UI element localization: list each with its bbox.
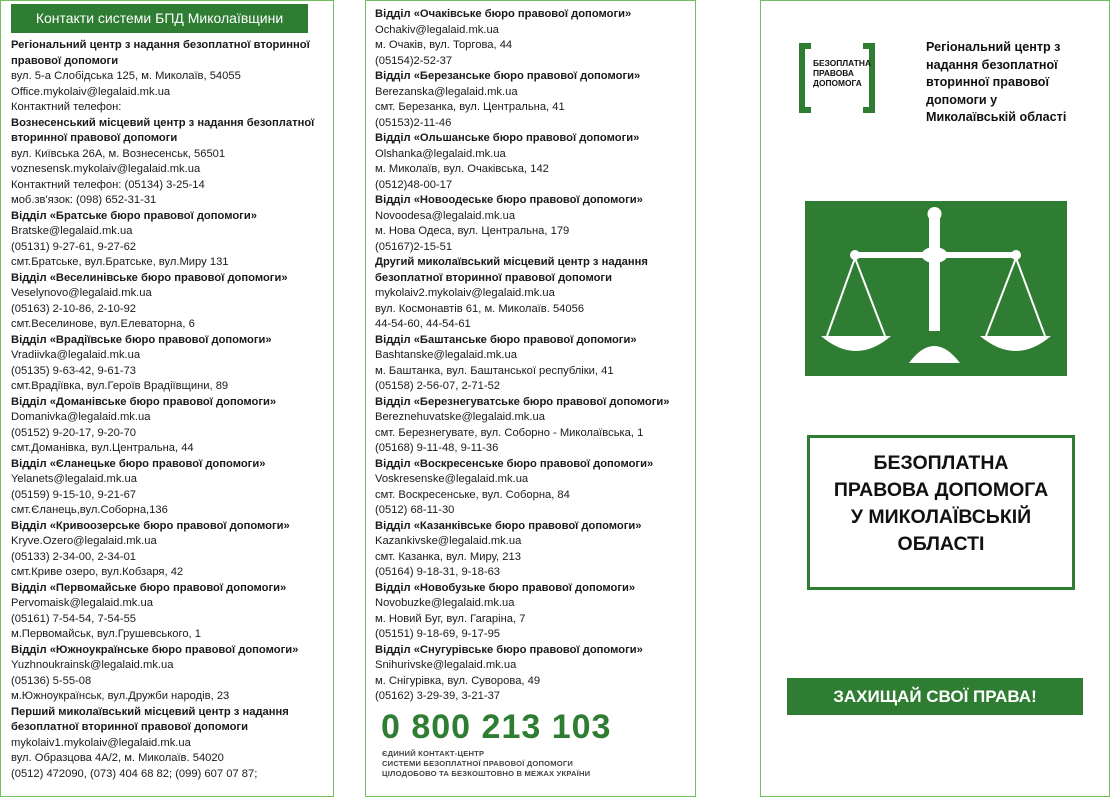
contact-entry-line: (05163) 2-10-86, 2-10-92 bbox=[11, 302, 137, 315]
contact-entry-line: смт. Казанка, вул. Миру, 213 bbox=[375, 550, 521, 563]
contact-entry-line: (05158) 2-56-07, 2-71-52 bbox=[375, 380, 501, 392]
org-name-line: вторинної правової bbox=[926, 75, 1050, 89]
contact-entry-title: Відділ «Очаківське бюро правової допомоги» bbox=[375, 8, 632, 20]
contacts-panel-middle bbox=[365, 0, 696, 797]
title-line: ПРАВОВА ДОПОМОГА bbox=[833, 479, 1049, 501]
contact-entry bbox=[11, 519, 326, 581]
contact-entry-line: (0512) 472090, (073) 404 68 82; (099) 607 07 87; bbox=[11, 767, 258, 780]
contact-entry-title: Відділ «Первомайське бюро правової допомоги» bbox=[11, 581, 287, 594]
contact-entry-line: (05167)2-15-51 bbox=[375, 240, 453, 253]
contact-entry-line: Olshanka@legalaid.mk.ua bbox=[375, 147, 506, 160]
contact-entry bbox=[11, 395, 326, 457]
contact-entry-line: Kazankivske@legalaid.mk.ua bbox=[375, 535, 522, 547]
contact-entry-line: м.Южноукраїнськ, вул.Дружби народів, 23 bbox=[11, 690, 230, 702]
contact-entry-title: Відділ «Братське бюро правової допомоги» bbox=[11, 209, 257, 222]
contact-entry-line: м. Миколаїв, вул. Очаківська, 142 bbox=[375, 163, 549, 175]
contact-entry-line: mykolaiv2.mykolaiv@legalaid.mk.ua bbox=[375, 287, 555, 299]
contact-entry-title: Відділ «Новобузьке бюро правової допомоги» bbox=[375, 581, 636, 594]
contact-entry-line: (05131) 9-27-61, 9-27-62 bbox=[11, 240, 137, 253]
contact-entry-line: Novobuzke@legalaid.mk.ua bbox=[375, 597, 515, 609]
contact-entry bbox=[375, 193, 675, 255]
contact-entry-line: м. Нова Одеса, вул. Центральна, 179 bbox=[375, 225, 570, 237]
contact-entry bbox=[11, 457, 326, 519]
contact-entry-title: Вознесенський місцевий центр з надання безоплатної bbox=[11, 116, 315, 129]
contact-entry-title: безоплатної вторинної правової допомоги bbox=[11, 721, 248, 733]
contact-entry-line: вул. Космонавтів 61, м. Миколаїв. 54056 bbox=[375, 302, 585, 315]
contact-entry bbox=[11, 271, 326, 333]
contact-entry-line: (05136) 5-55-08 bbox=[11, 674, 92, 687]
contact-entry-line: Berezanska@legalaid.mk.ua bbox=[375, 85, 518, 98]
contact-entry bbox=[11, 581, 326, 643]
contact-entry-line: Office.mykolaiv@legalaid.mk.ua bbox=[11, 85, 171, 98]
contacts-panel-left bbox=[0, 0, 334, 797]
organization-name bbox=[926, 39, 1096, 127]
contact-entry-line: Контактний телефон: (05134) 3-25-14 bbox=[11, 178, 205, 191]
contact-entry-title: Другий миколаївський місцевий центр з надання bbox=[375, 256, 648, 268]
contact-entry-line: (05159) 9-15-10, 9-21-67 bbox=[11, 488, 137, 501]
title-line: У МИКОЛАЇВСЬКІЙ bbox=[850, 506, 1032, 528]
contact-entry-line: м. Снігурівка, вул. Суворова, 49 bbox=[375, 674, 541, 687]
logo-text bbox=[813, 58, 871, 88]
contact-entry-line: м. Новий Буг, вул. Гагаріна, 7 bbox=[375, 612, 526, 625]
logo-bracket-left bbox=[799, 43, 811, 113]
contact-entry-line: Контактний телефон: bbox=[11, 101, 122, 113]
contact-entry-title: Перший миколаївський місцевий центр з надання bbox=[11, 705, 289, 718]
hotline-sub-line: ЦІЛОДОБОВО ТА БЕЗКОШТОВНО В МЕЖАХ УКРАЇНИ bbox=[382, 769, 591, 778]
contact-entry-line: смт.Веселинове, вул.Елеваторна, 6 bbox=[11, 318, 195, 330]
contact-entry bbox=[11, 116, 326, 209]
contact-entry-title: Відділ «Ольшанське бюро правової допомоги» bbox=[375, 132, 640, 144]
contact-entry-title: Відділ «Кривоозерське бюро правової допомоги» bbox=[11, 519, 290, 532]
contact-entry-line: (05164) 9-18-31, 9-18-63 bbox=[375, 566, 501, 578]
brochure-title bbox=[807, 435, 1075, 590]
contact-entry-title: Відділ «Березанське бюро правової допомоги» bbox=[375, 70, 641, 82]
contact-entry bbox=[375, 395, 675, 457]
contact-entry bbox=[11, 209, 326, 271]
org-name-line: Регіональний центр з bbox=[926, 40, 1061, 54]
contact-entry-line: 44-54-60, 44-54-61 bbox=[375, 318, 471, 330]
contact-entry-line: (05162) 3-29-39, 3-21-37 bbox=[375, 690, 501, 702]
slogan-banner: ЗАХИЩАЙ СВОЇ ПРАВА! bbox=[787, 678, 1083, 715]
contact-entry bbox=[11, 333, 326, 395]
contact-entry-line: вул. 5-а Слобідська 125, м. Миколаїв, 54055 bbox=[11, 70, 241, 82]
contact-entry-line: вул. Київська 26А, м. Вознесенськ, 56501 bbox=[11, 147, 226, 160]
contact-entry-line: Snihurivske@legalaid.mk.ua bbox=[375, 659, 517, 671]
org-name-line: Миколаївській області bbox=[926, 110, 1067, 124]
contact-entry-line: (05168) 9-11-48, 9-11-36 bbox=[375, 442, 499, 454]
contact-entry-title: Відділ «Врадіївське бюро правової допомоги» bbox=[11, 333, 272, 346]
contact-entry-line: м.Первомайськ, вул.Грушевського, 1 bbox=[11, 628, 201, 640]
contact-entry-line: Voskresenske@legalaid.mk.ua bbox=[375, 473, 529, 485]
contact-entry-line: Domanivka@legalaid.mk.ua bbox=[11, 411, 151, 423]
contact-entry-title: Відділ «Доманівське бюро правової допомоги» bbox=[11, 395, 277, 408]
contact-entry-line: (0512)48-00-17 bbox=[375, 178, 453, 191]
contact-entry-line: (05133) 2-34-00, 2-34-01 bbox=[11, 550, 137, 563]
logo-text-line: ДОПОМОГА bbox=[813, 78, 862, 88]
contact-entry-line: Pervomaisk@legalaid.mk.ua bbox=[11, 597, 153, 609]
hotline-sub-line: СИСТЕМИ БЕЗОПЛАТНОЇ ПРАВОВОЇ ДОПОМОГИ bbox=[382, 759, 574, 768]
contact-entry-line: (05154)2-52-37 bbox=[375, 54, 453, 67]
contact-entry-line: вул. Образцова 4А/2, м. Миколаїв. 54020 bbox=[11, 752, 224, 764]
contact-entry-line: моб.зв'язок: (098) 652-31-31 bbox=[11, 194, 157, 206]
contact-entry-line: mykolaiv1.mykolaiv@legalaid.mk.ua bbox=[11, 736, 191, 749]
title-line: БЕЗОПЛАТНА bbox=[873, 452, 1009, 474]
cover-panel bbox=[760, 0, 1110, 797]
contact-entry-line: смт.Врадіївка, вул.Героїв Врадіївщини, 89 bbox=[11, 380, 229, 392]
logo-bracket-right bbox=[863, 43, 875, 113]
title-line: ОБЛАСТІ bbox=[897, 533, 985, 555]
contact-entry-line: Kryve.Ozero@legalaid.mk.ua bbox=[11, 535, 157, 547]
contact-entry bbox=[11, 705, 326, 783]
contact-entry bbox=[375, 255, 675, 333]
contact-entry-line: Veselynovo@legalaid.mk.ua bbox=[11, 287, 152, 299]
contact-entry-title: Відділ «Веселинівське бюро правової допомоги» bbox=[11, 271, 288, 284]
contact-entry bbox=[375, 457, 675, 519]
contact-entry-line: смт.Криве озеро, вул.Кобзаря, 42 bbox=[11, 566, 184, 578]
contact-entry-line: м. Очаків, вул. Торгова, 44 bbox=[375, 39, 513, 51]
contact-entry-title: Відділ «Снугурівське бюро правової допомоги» bbox=[375, 643, 643, 656]
contact-entry-line: (05135) 9-63-42, 9-61-73 bbox=[11, 364, 137, 377]
contact-entry-title: правової допомоги bbox=[11, 54, 119, 67]
contact-entry-line: смт.Доманівка, вул.Центральна, 44 bbox=[11, 442, 194, 454]
hotline-description bbox=[382, 749, 590, 779]
contact-entry bbox=[375, 643, 675, 705]
contact-entry-title: Регіональний центр з надання безоплатної вторинної bbox=[11, 39, 310, 51]
contact-entry bbox=[375, 581, 675, 643]
contact-entry-title: Відділ «Казанківське бюро правової допомоги» bbox=[375, 519, 642, 532]
contact-entry-line: смт.Братське, вул.Братське, вул.Миру 131 bbox=[11, 256, 229, 268]
contact-entry-title: Відділ «Березнегуватське бюро правової допомоги» bbox=[375, 395, 670, 408]
contact-entry-line: Novoodesa@legalaid.mk.ua bbox=[375, 209, 516, 222]
contact-entry-line: voznesensk.mykolaiv@legalaid.mk.ua bbox=[11, 163, 201, 175]
scales-of-justice-icon bbox=[805, 201, 1067, 376]
contact-entry bbox=[375, 519, 675, 581]
legal-aid-logo bbox=[799, 43, 875, 113]
org-name-line: допомоги у bbox=[926, 92, 998, 107]
contact-entry-line: Ochakiv@legalaid.mk.ua bbox=[375, 23, 499, 36]
contact-entry-line: Bashtanske@legalaid.mk.ua bbox=[375, 349, 517, 361]
contact-entry bbox=[11, 643, 326, 705]
contact-entry-line: Bereznehuvatske@legalaid.mk.ua bbox=[375, 411, 545, 423]
contact-entry-title: Відділ «Баштанське бюро правової допомоги» bbox=[375, 333, 637, 346]
contact-entry bbox=[375, 131, 675, 193]
contact-entry-title: Відділ «Новоодеське бюро правової допомоги» bbox=[375, 194, 643, 206]
contact-entry-line: (05152) 9-20-17, 9-20-70 bbox=[11, 426, 137, 439]
logo-text-line: ПРАВОВА bbox=[813, 68, 854, 78]
contact-entry-line: смт. Березанка, вул. Центральна, 41 bbox=[375, 101, 565, 113]
contact-entry-line: (0512) 68-11-30 bbox=[375, 504, 455, 516]
contact-entry-line: (05151) 9-18-69, 9-17-95 bbox=[375, 628, 501, 640]
contact-entry-line: смт. Березнегувате, вул. Соборно - Миколаївська, 1 bbox=[375, 426, 644, 439]
logo-text-line: БЕЗОПЛАТНА bbox=[813, 58, 871, 68]
contacts-list-left bbox=[11, 38, 326, 782]
contacts-list-middle bbox=[375, 7, 675, 705]
contact-entry-title: Відділ «Єланецьке бюро правової допомоги» bbox=[11, 457, 266, 470]
contact-entry-title: Відділ «Воскресенське бюро правової допомоги» bbox=[375, 457, 654, 470]
contacts-header: Контакти системи БПД Миколаївщини bbox=[11, 4, 308, 33]
contact-entry-line: Bratske@legalaid.mk.ua bbox=[11, 225, 133, 237]
contact-entry-title: Відділ «Южноукраїнське бюро правової допомоги» bbox=[11, 643, 299, 656]
org-name-line: надання безоплатної bbox=[926, 57, 1058, 72]
contact-entry bbox=[375, 333, 675, 395]
contact-entry bbox=[375, 69, 675, 131]
contact-entry-title: безоплатної вторинної правової допомоги bbox=[375, 271, 612, 284]
contact-entry-line: (05161) 7-54-54, 7-54-55 bbox=[11, 612, 137, 625]
contact-entry-line: Vradiivka@legalaid.mk.ua bbox=[11, 349, 141, 361]
contact-entry-line: смт.Єланець,вул.Соборна,136 bbox=[11, 504, 168, 516]
contact-entry-line: м. Баштанка, вул. Баштанської республіки, 41 bbox=[375, 364, 614, 377]
contact-entry bbox=[11, 38, 326, 116]
contact-entry-line: Yelanets@legalaid.mk.ua bbox=[11, 473, 138, 485]
contact-entry-line: (05153)2-11-46 bbox=[375, 116, 452, 129]
contact-entry bbox=[375, 7, 675, 69]
hotline-sub-line: ЄДИНИЙ КОНТАКТ-ЦЕНТР bbox=[382, 749, 485, 758]
contact-entry-line: смт. Воскресенське, вул. Соборна, 84 bbox=[375, 488, 570, 501]
hotline-number: 0 800 213 103 bbox=[381, 708, 612, 746]
contact-entry-title: вторинної правової допомоги bbox=[11, 132, 178, 144]
contact-entry-line: Yuzhnoukrainsk@legalaid.mk.ua bbox=[11, 659, 174, 671]
